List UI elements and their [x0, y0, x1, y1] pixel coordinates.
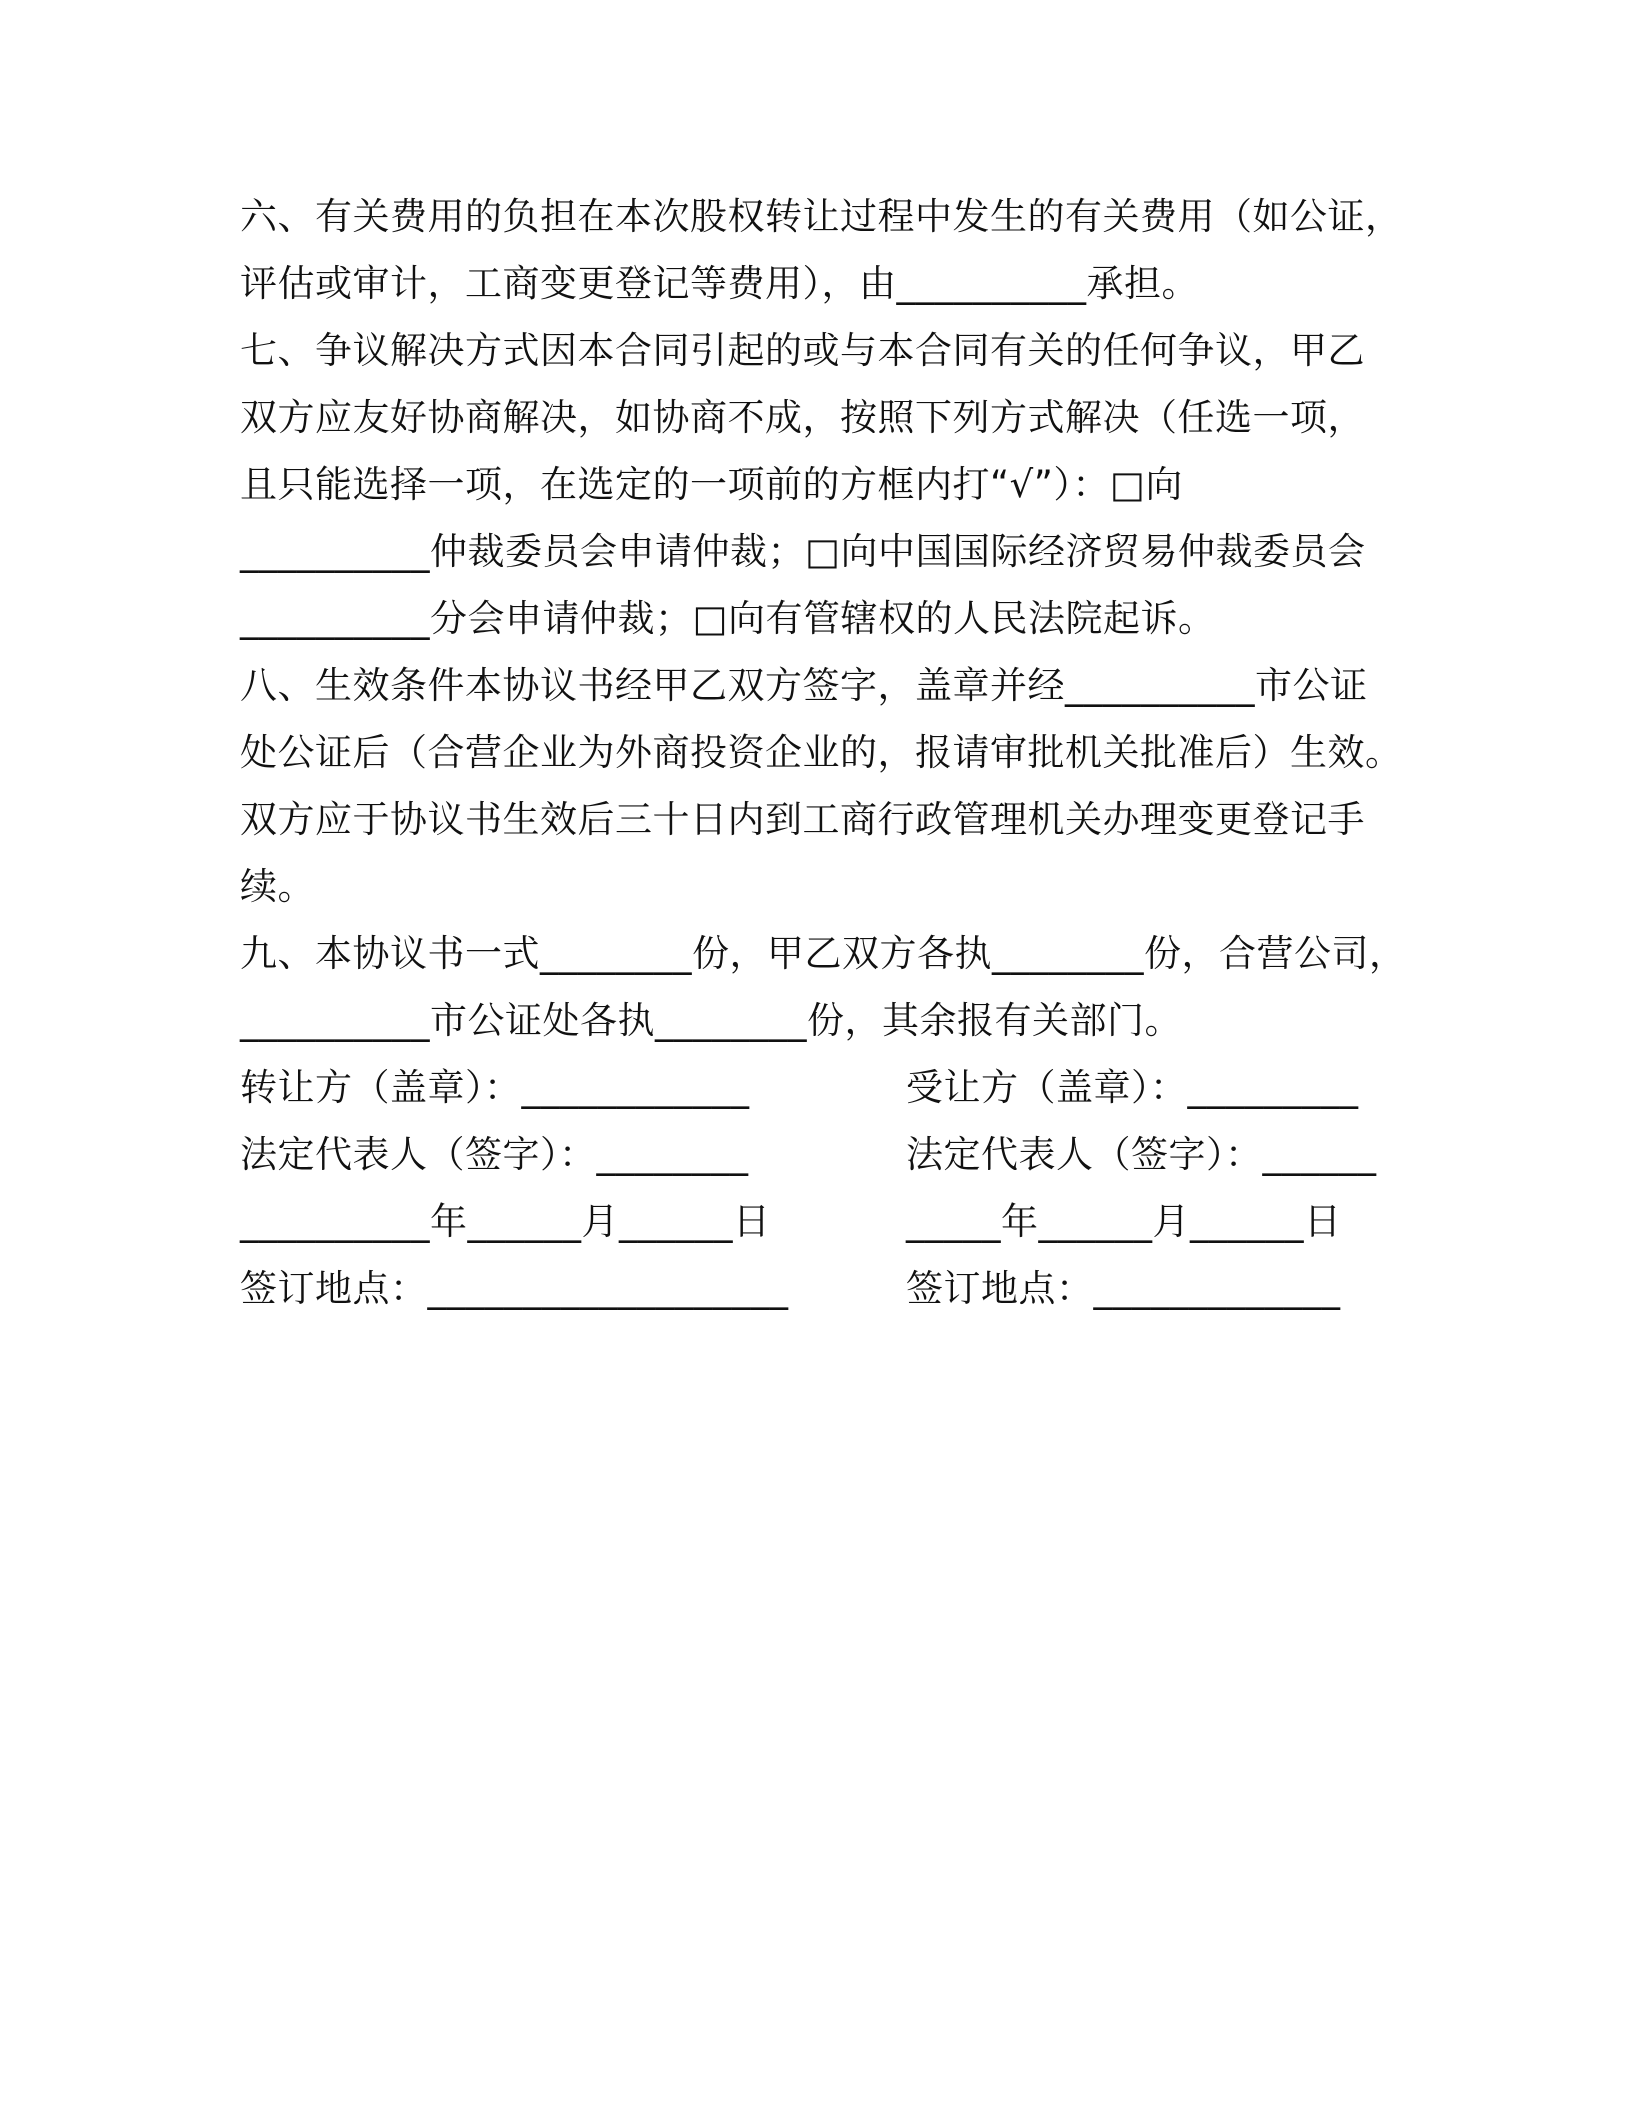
clause-7-line-3: 且只能选择一项，在选定的一项前的方框内打“√”）：□向 [240, 463, 1183, 506]
clause-8-line-3: 双方应于协议书生效后三十日内到工商行政管理机关办理变更登记手 [240, 798, 1365, 841]
clause-6-line-2: 评估或审计，工商变更登记等费用），由__________承担。 [240, 262, 1199, 305]
clause-9-line-2: __________市公证处各执________份，其余报有关部门。 [240, 999, 1182, 1042]
clause-7-line-2: 双方应友好协商解决，如协商不成，按照下列方式解决（任选一项， [240, 396, 1365, 439]
clause-6-line-1: 六、有关费用的负担在本次股权转让过程中发生的有关费用（如公证， [240, 195, 1403, 238]
transferee-date-field: _____年______月______日 [906, 1200, 1342, 1243]
transferee-place-field: 签订地点：_____________ [906, 1267, 1341, 1310]
clause-9-line-1: 九、本协议书一式________份，甲乙双方各执________份，合营公司， [240, 932, 1407, 975]
transferor-place-field: 签订地点：___________________ [240, 1267, 789, 1310]
transferor-seal-field: 转让方（盖章）：____________ [240, 1066, 750, 1109]
clause-7-line-5: __________分会申请仲裁；□向有管辖权的人民法院起诉。 [240, 597, 1216, 640]
transferor-representative-field: 法定代表人（签字）：________ [240, 1133, 749, 1176]
transferor-date-field: __________年______月______日 [240, 1200, 771, 1243]
clause-7-line-4: __________仲裁委员会申请仲裁；□向中国国际经济贸易仲裁委员会 [240, 530, 1366, 573]
clause-7-line-1: 七、争议解决方式因本合同引起的或与本合同有关的任何争议，甲乙 [240, 329, 1365, 372]
transferee-seal-field: 受让方（盖章）：_________ [906, 1066, 1359, 1109]
clause-8-line-4: 续。 [240, 865, 315, 908]
clause-8-line-1: 八、生效条件本协议书经甲乙双方签字，盖章并经__________市公证 [240, 664, 1368, 707]
clause-8-line-2: 处公证后（合营企业为外商投资企业的，报请审批机关批准后）生效。 [240, 731, 1403, 774]
transferee-representative-field: 法定代表人（签字）：______ [906, 1133, 1377, 1176]
